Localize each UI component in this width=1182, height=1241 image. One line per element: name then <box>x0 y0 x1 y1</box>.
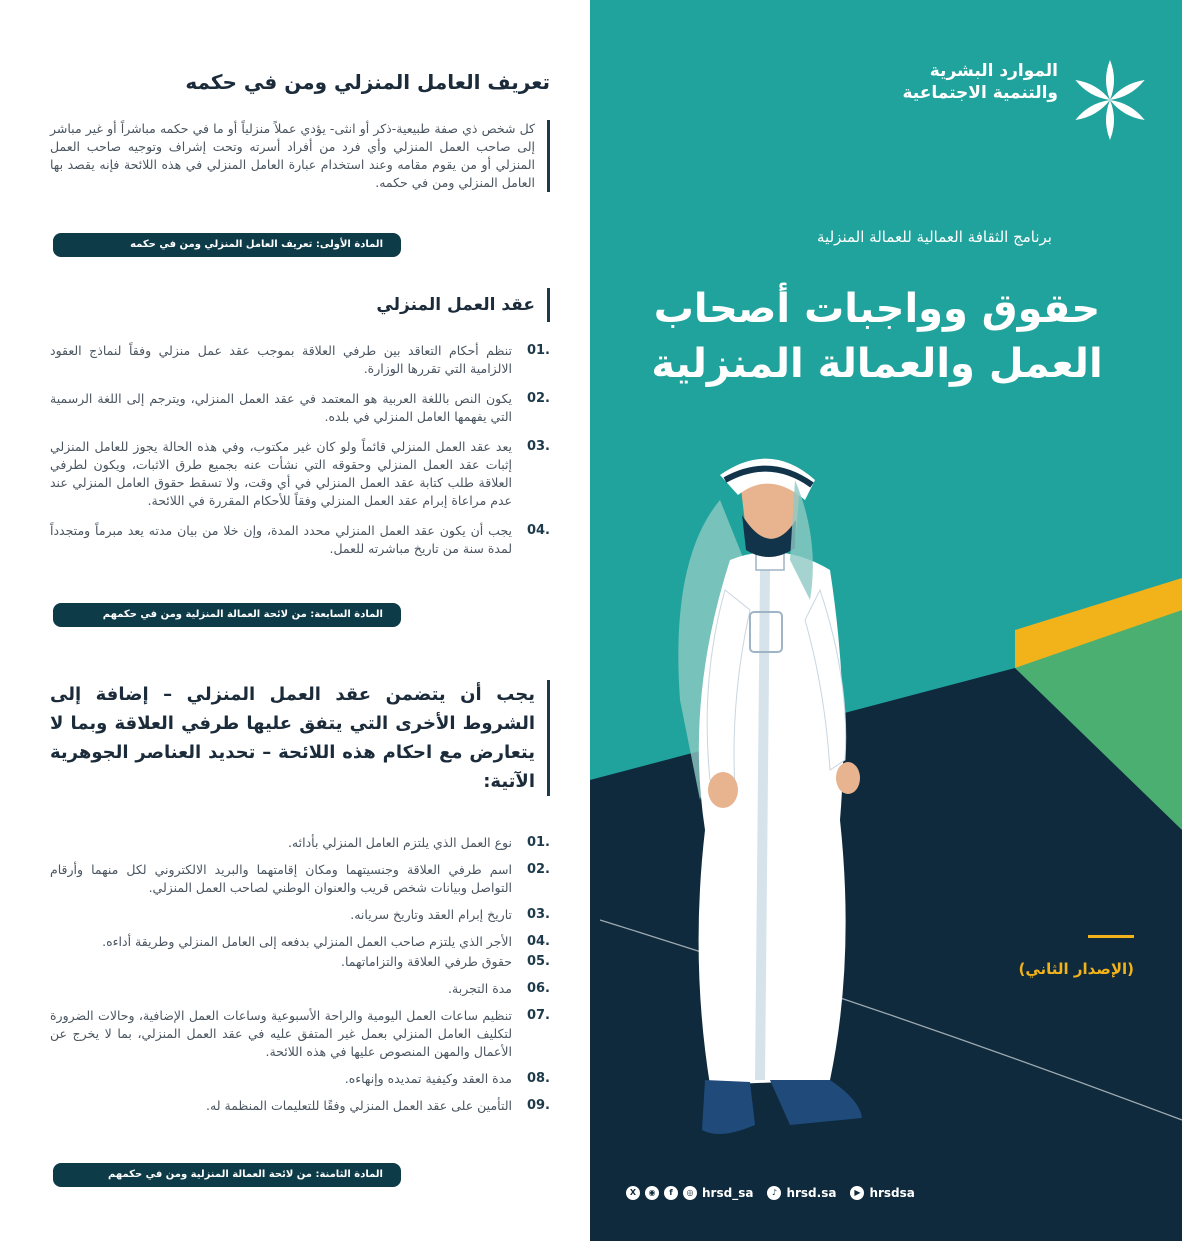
edition-label: (الإصدار الثاني) <box>1018 960 1134 978</box>
program-name: برنامج الثقافة العمالية للعمالة المنزلية <box>817 228 1052 246</box>
definition-heading: تعريف العامل المنزلي ومن في حكمه <box>185 70 550 94</box>
list-item: 09. التأمين على عقد العمل المنزلي وفقًا للتعليمات المنظمة له. <box>206 1098 550 1113</box>
cover-title <box>617 282 1137 392</box>
contract-list <box>50 342 550 570</box>
list-item: 04. الأجر الذي يلتزم صاحب العمل المنزلي بدفعه إلى العامل المنزلي وطريقة أداءه. <box>102 934 550 949</box>
cover-page <box>590 0 1182 1241</box>
social-youtube[interactable] <box>850 1186 914 1200</box>
left-page <box>0 0 590 1241</box>
x-icon: X <box>626 1186 640 1200</box>
list-item: 01. نوع العمل الذي يلتزم العامل المنزلي بأدائه. <box>287 835 550 850</box>
social-links <box>626 1186 915 1200</box>
snapchat-icon: ◉ <box>645 1186 659 1200</box>
youtube-icon: ▶ <box>850 1186 864 1200</box>
cover-background <box>590 0 1182 1241</box>
article-seven-badge: المادة السابعة: من لائحة العمالة المنزلية ومن في حكمهم <box>53 603 401 627</box>
contract-heading: عقد العمل المنزلي <box>376 288 550 322</box>
elements-heading: يجب أن يتضمن عقد العمل المنزلي – إضافة إلى الشروط الأخرى التي يتفق عليها طرفي العلاقة وبما لا يتعارض مع احكام هذه اللائحة – تحديد العناصر الجوهرية الآتية: <box>50 680 550 796</box>
social-handle: hrsd_sa <box>702 1186 754 1200</box>
brand-logo <box>902 60 1152 104</box>
edition-divider <box>1088 935 1134 938</box>
brand-line-2: والتنمية الاجتماعية <box>902 83 1058 103</box>
definition-text: كل شخص ذي صفة طبيعية-ذكر أو انثى- يؤدي عملاً منزلياً أو ما في حكمه مباشراً أو غير مباشر إلى صاحب العمل المنزلي وأي فرد من أفراد أسرته وتحت إشراف وتوجيه صاحب العمل المنزلي أو من يقوم مقامه وعند استخدام عبارة العامل المنزلي في هذه اللائحة فإنه يقصد بها العامل المنزلي ومن في حكمه. <box>50 120 550 192</box>
list-item: 03. يعد عقد العمل المنزلي قائماً ولو كان غير مكتوب، وفي هذه الحالة يجوز للعامل المنزلي إثبات عقد العمل المنزلي وحقوقه التي نشأت عنه بجميع طرق الاثبات، ويكون لطرفي العلاقة طلب كتابة عقد العمل المنزلي في أي وقت، ولا تسقط حقوق العامل المنزلي عند عدم مراعاة إبرام عقد العمل المنزلي وفقاً للأحكام المقررة في اللائحة. <box>50 439 550 508</box>
cover-title-line-1: حقوق وواجبات أصحاب <box>653 286 1101 332</box>
list-item: 04. يجب أن يكون عقد العمل المنزلي محدد المدة، وإن خلا من بيان مدته يعد مبرماً ومتجدداً لمدة سنة من تاريخ مباشرته للعمل. <box>50 523 550 556</box>
social-tiktok[interactable] <box>767 1186 836 1200</box>
article-eight-badge: المادة الثامنة: من لائحة العمالة المنزلية ومن في حكمهم <box>53 1163 401 1187</box>
elements-list <box>50 834 550 1124</box>
facebook-icon: f <box>664 1186 678 1200</box>
social-handle: hrsdsa <box>869 1186 915 1200</box>
social-hrsd-sa[interactable] <box>626 1186 753 1200</box>
cover-title-line-2: العمل والعمالة المنزلية <box>651 341 1103 387</box>
brand-name <box>902 60 1058 104</box>
list-item: 02. اسم طرفي العلاقة وجنسيتهما ومكان إقامتهما والبريد الالكتروني لكل منهما وأرقام التواصل وبيانات شخص قريب والعنوان الوطني لصاحب العمل المنزلي. <box>50 862 550 895</box>
man-illustration <box>678 459 862 1134</box>
list-item: 05. حقوق طرفي العلاقة والتزاماتهما. <box>340 954 550 969</box>
list-item: 08. مدة العقد وكيفية تمديده وإنهاءه. <box>344 1071 550 1086</box>
tiktok-icon: ♪ <box>767 1186 781 1200</box>
brand-line-1: الموارد البشرية <box>929 61 1058 81</box>
social-handle: hrsd.sa <box>786 1186 837 1200</box>
article-one-badge: المادة الأولى: تعريف العامل المنزلي ومن في حكمه <box>53 233 401 257</box>
list-item: 01. تنظم أحكام التعاقد بين طرفي العلاقة بموجب عقد عمل منزلي وفقاً لنماذج العقود الالزامية التي تقررها الوزارة. <box>50 343 550 376</box>
list-item: 03. تاريخ إبرام العقد وتاريخ سريانه. <box>350 907 550 922</box>
instagram-icon: ◎ <box>683 1186 697 1200</box>
list-item: 07. تنظيم ساعات العمل اليومية والراحة الأسبوعية وساعات العمل الإضافية، وحالات الضرورة لتكليف العامل المنزلي بعمل غير المتفق عليه في عقد العمل المنزلي، بما لا يخرج عن الأعمال والمهن المنصوص عليها في هذه اللائحة. <box>50 1008 550 1059</box>
list-item: 02. يكون النص باللغة العربية هو المعتمد في عقد العمل المنزلي، ويترجم إلى اللغة الرسمية التي يفهمها العامل المنزلي في بلده. <box>50 391 550 424</box>
list-item: 06. مدة التجربة. <box>448 981 550 996</box>
